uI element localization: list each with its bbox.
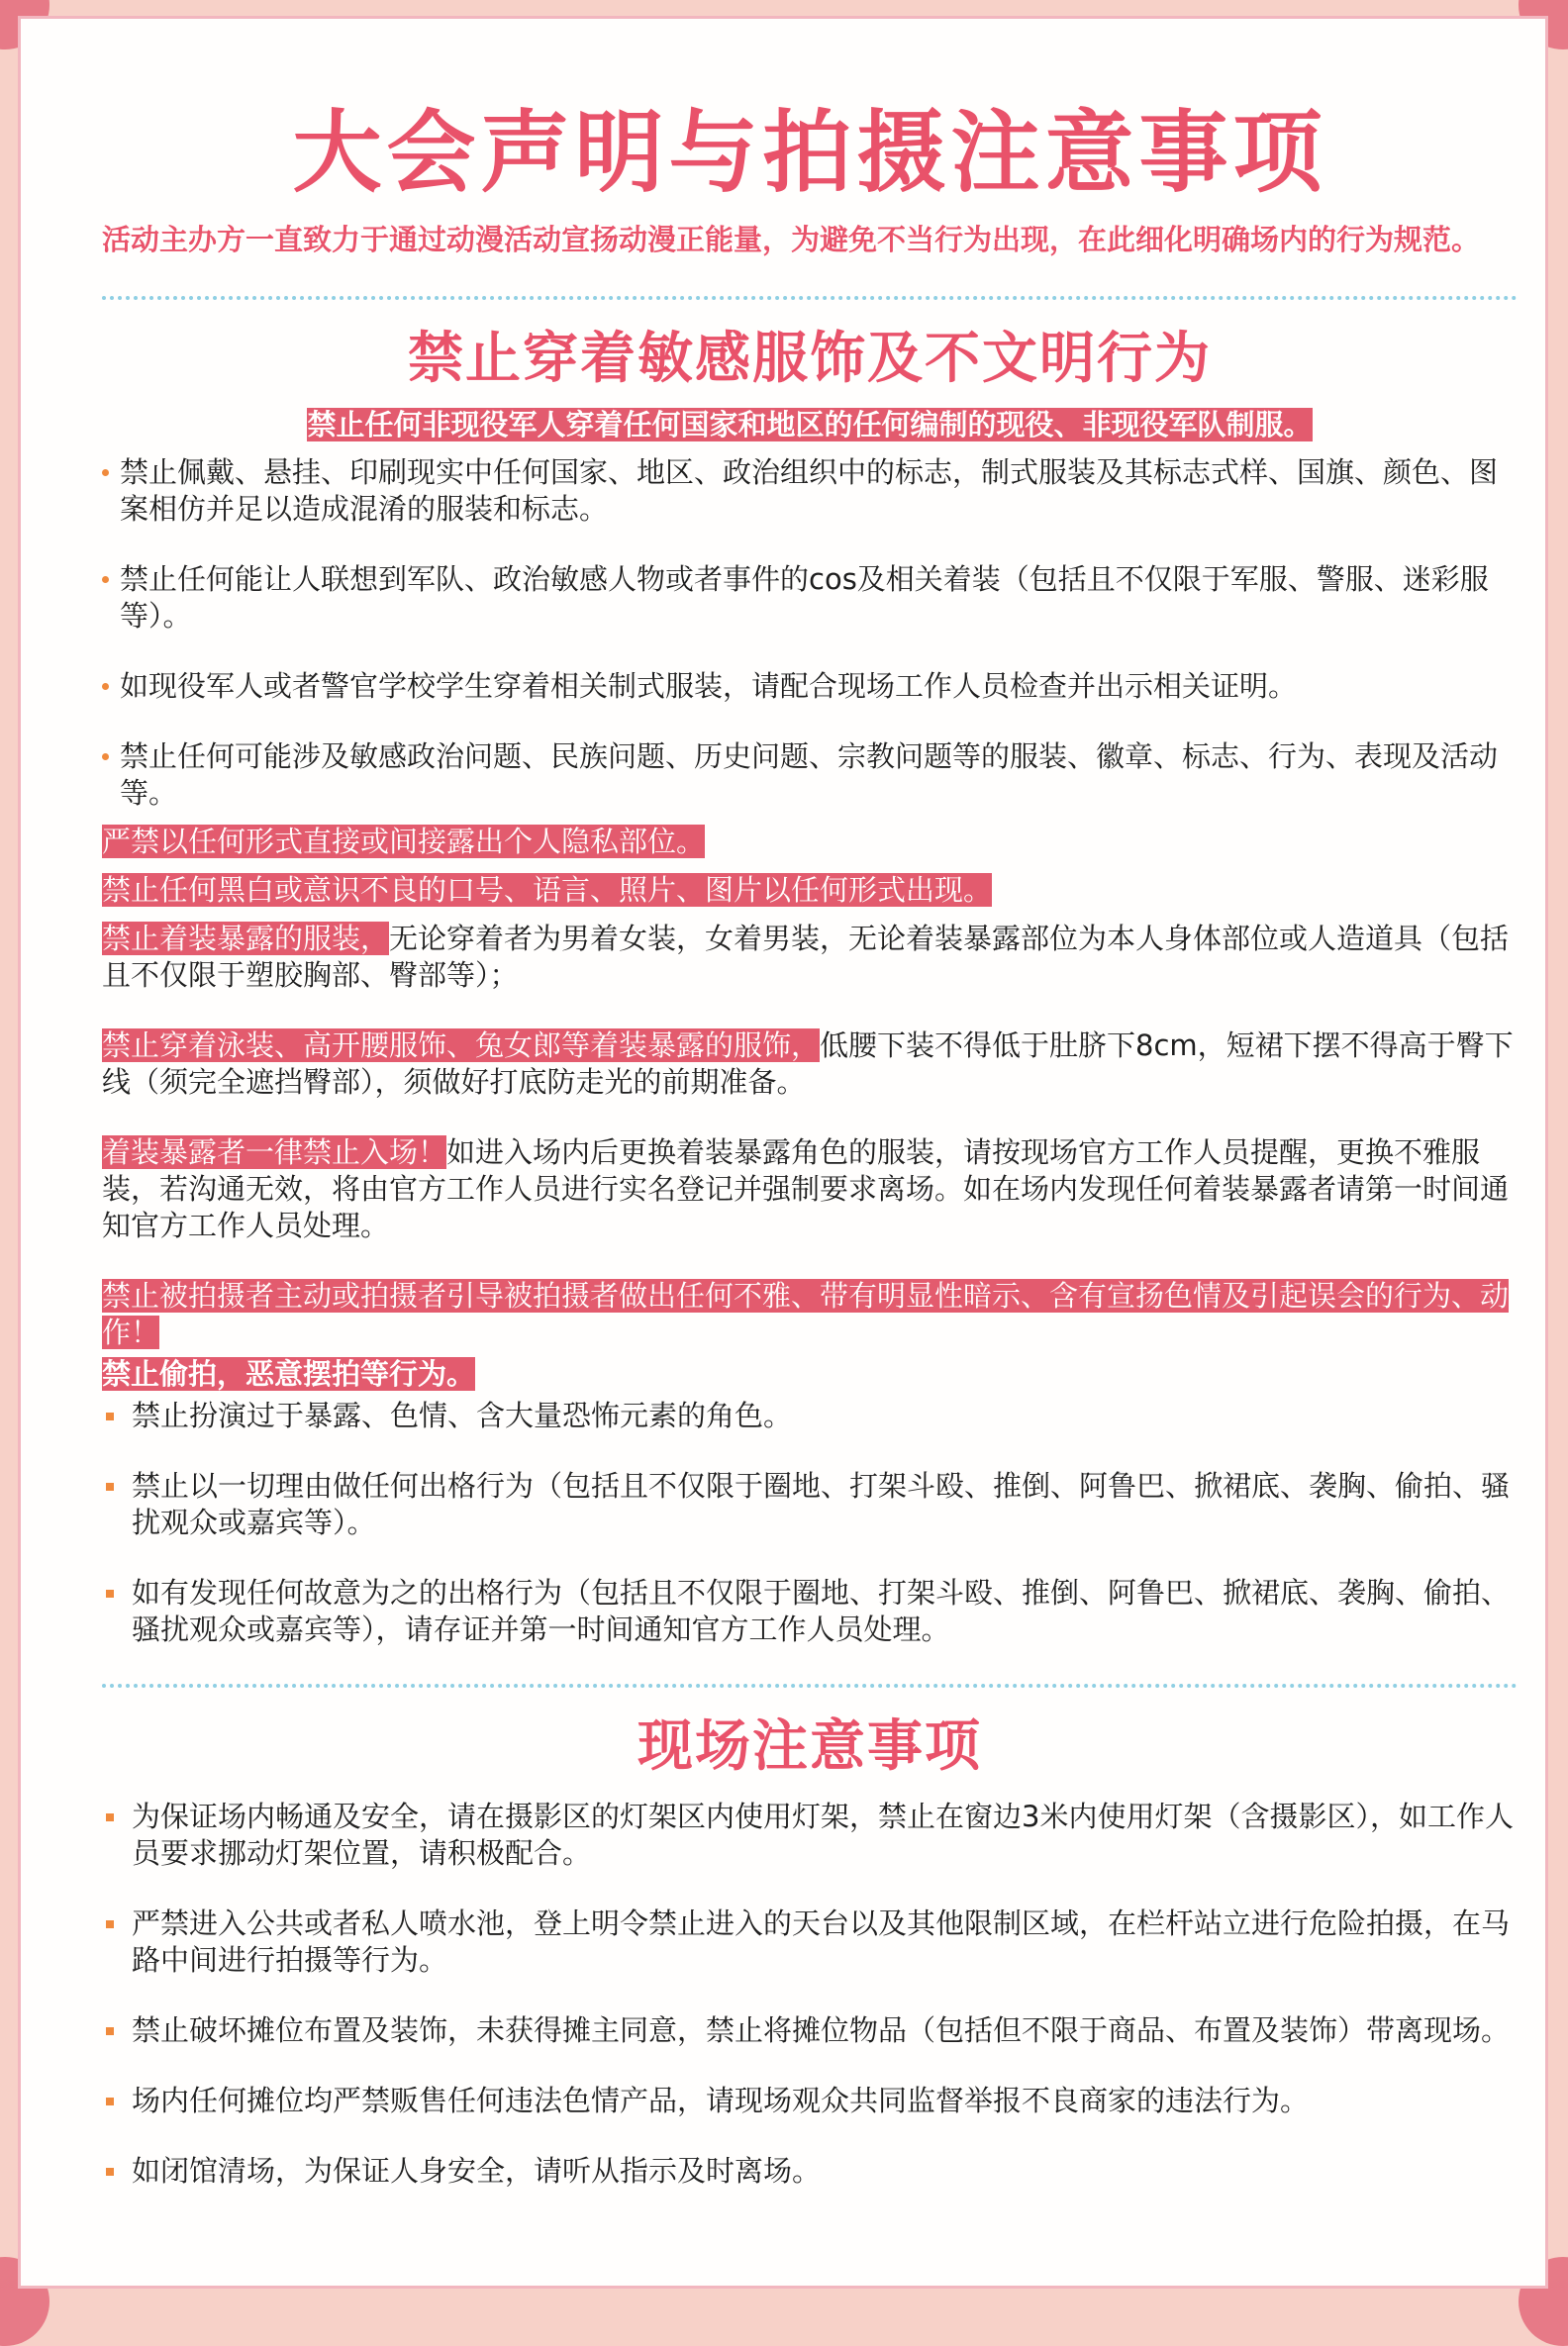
list-item: 禁止扮演过于暴露、色情、含大量恐怖元素的角色。 — [102, 1398, 1518, 1434]
highlight-text: 禁止任何非现役军人穿着任何国家和地区的任何编制的现役、非现役军队制服。 — [307, 408, 1313, 441]
intro-text: 活动主办方一直致力于通过动漫活动宣扬动漫正能量，为避免不当行为出现，在此细化明确场内的行为规范。 — [102, 223, 1481, 256]
bullet-square-icon — [106, 1590, 114, 1598]
list-item: 场内任何摊位均严禁贩售任何违法色情产品，请现场观众共同监督举报不良商家的违法行为。 — [102, 2083, 1518, 2119]
bullet-square-icon — [106, 1813, 114, 1821]
dotted-divider — [102, 1684, 1518, 1688]
section-title-onsite: 现场注意事项 — [637, 1714, 982, 1779]
list-item: 禁止佩戴、悬挂、印刷现实中任何国家、地区、政治组织中的标志，制式服装及其标志式样、国旗、颜色、图案相仿并足以造成混淆的服装和标志。 — [102, 454, 1518, 528]
bullet-square-icon — [106, 1413, 114, 1420]
document-frame — [18, 16, 1548, 2289]
bullet-square-icon — [106, 2027, 114, 2035]
list-item: 禁止破坏摊位布置及装饰，未获得摊主同意，禁止将摊位物品（包括但不限于商品、布置及装饰）带离现场。 — [102, 2012, 1518, 2049]
highlight-line: 禁止任何黑白或意识不良的口号、语言、照片、图片以任何形式出现。 — [102, 873, 993, 907]
page-title: 大会声明与拍摄注意事项 — [292, 101, 1327, 205]
bullet-dot-icon — [102, 469, 109, 476]
highlight-line: 严禁以任何形式直接或间接露出个人隐私部位。 — [102, 825, 706, 858]
bullet-dot-icon — [102, 753, 109, 760]
bullet-dot-icon — [102, 576, 109, 583]
rule-paragraph: 禁止着装暴露的服装，无论穿着者为男着女装，女着男装，无论着装暴露部位为本人身体部位或人造道具（包括且不仅限于塑胶胸部、臀部等）； — [102, 922, 1510, 992]
document-content — [102, 64, 1518, 2190]
bullet-square-icon — [106, 1920, 114, 1928]
rule-paragraph: 禁止穿着泳装、高开腰服饰、兔女郎等着装暴露的服饰，低腰下装不得低于肚脐下8cm，短裙下摆不得高于臀下线（须完全遮挡臀部），须做好打底防走光的前期准备。 — [102, 1028, 1514, 1099]
dotted-divider — [102, 296, 1518, 300]
list-item: 禁止任何能让人联想到军队、政治敏感人物或者事件的cos及相关着装（包括且不仅限于军服、警服、迷彩服等）。 — [102, 561, 1518, 635]
highlight-block: 禁止被拍摄者主动或拍摄者引导被拍摄者做出任何不雅、带有明显性暗示、含有宣扬色情及引起误会的行为、动作！ — [102, 1279, 1510, 1349]
list-item: 如有发现任何故意为之的出格行为（包括且不仅限于圈地、打架斗殴、推倒、阿鲁巴、掀裙底、袭胸、偷拍、骚扰观众或嘉宾等），请存证并第一时间通知官方工作人员处理。 — [102, 1575, 1518, 1648]
list-item: 如闭馆清场，为保证人身安全，请听从指示及时离场。 — [102, 2153, 1518, 2190]
list-item: 为保证场内畅通及安全，请在摄影区的灯架区内使用灯架，禁止在窗边3米内使用灯架（含摄影区），如工作人员要求挪动灯架位置，请积极配合。 — [102, 1799, 1518, 1872]
rule-paragraph: 着装暴露者一律禁止入场！如进入场内后更换着装暴露角色的服装，请按现场官方工作人员提醒，更换不雅服装，若沟通无效，将由官方工作人员进行实名登记并强制要求离场。如在场内发现任何着装暴露者请第一时间通知官方工作人员处理。 — [102, 1135, 1510, 1242]
section-title-prohibited: 禁止穿着敏感服饰及不文明行为 — [408, 327, 1212, 391]
bullet-square-icon — [106, 2098, 114, 2105]
bullet-square-icon — [106, 1483, 114, 1491]
highlight-uniform-rule — [102, 407, 1518, 449]
list-item: 禁止以一切理由做任何出格行为（包括且不仅限于圈地、打架斗殴、推倒、阿鲁巴、掀裙底、袭胸、偷拍、骚扰观众或嘉宾等）。 — [102, 1468, 1518, 1541]
highlight-bold-line: 禁止偷拍，恶意摆拍等行为。 — [102, 1357, 476, 1391]
bullet-square-icon — [106, 2168, 114, 2176]
bullet-dot-icon — [102, 683, 109, 690]
list-item: 严禁进入公共或者私人喷水池，登上明令禁止进入的天台以及其他限制区域，在栏杆站立进行危险拍摄，在马路中间进行拍摄等行为。 — [102, 1906, 1518, 1979]
list-item: 禁止任何可能涉及敏感政治问题、民族问题、历史问题、宗教问题等的服装、徽章、标志、行为、表现及活动等。 — [102, 738, 1518, 812]
list-item: 如现役军人或者警官学校学生穿着相关制式服装，请配合现场工作人员检查并出示相关证明。 — [102, 668, 1518, 705]
